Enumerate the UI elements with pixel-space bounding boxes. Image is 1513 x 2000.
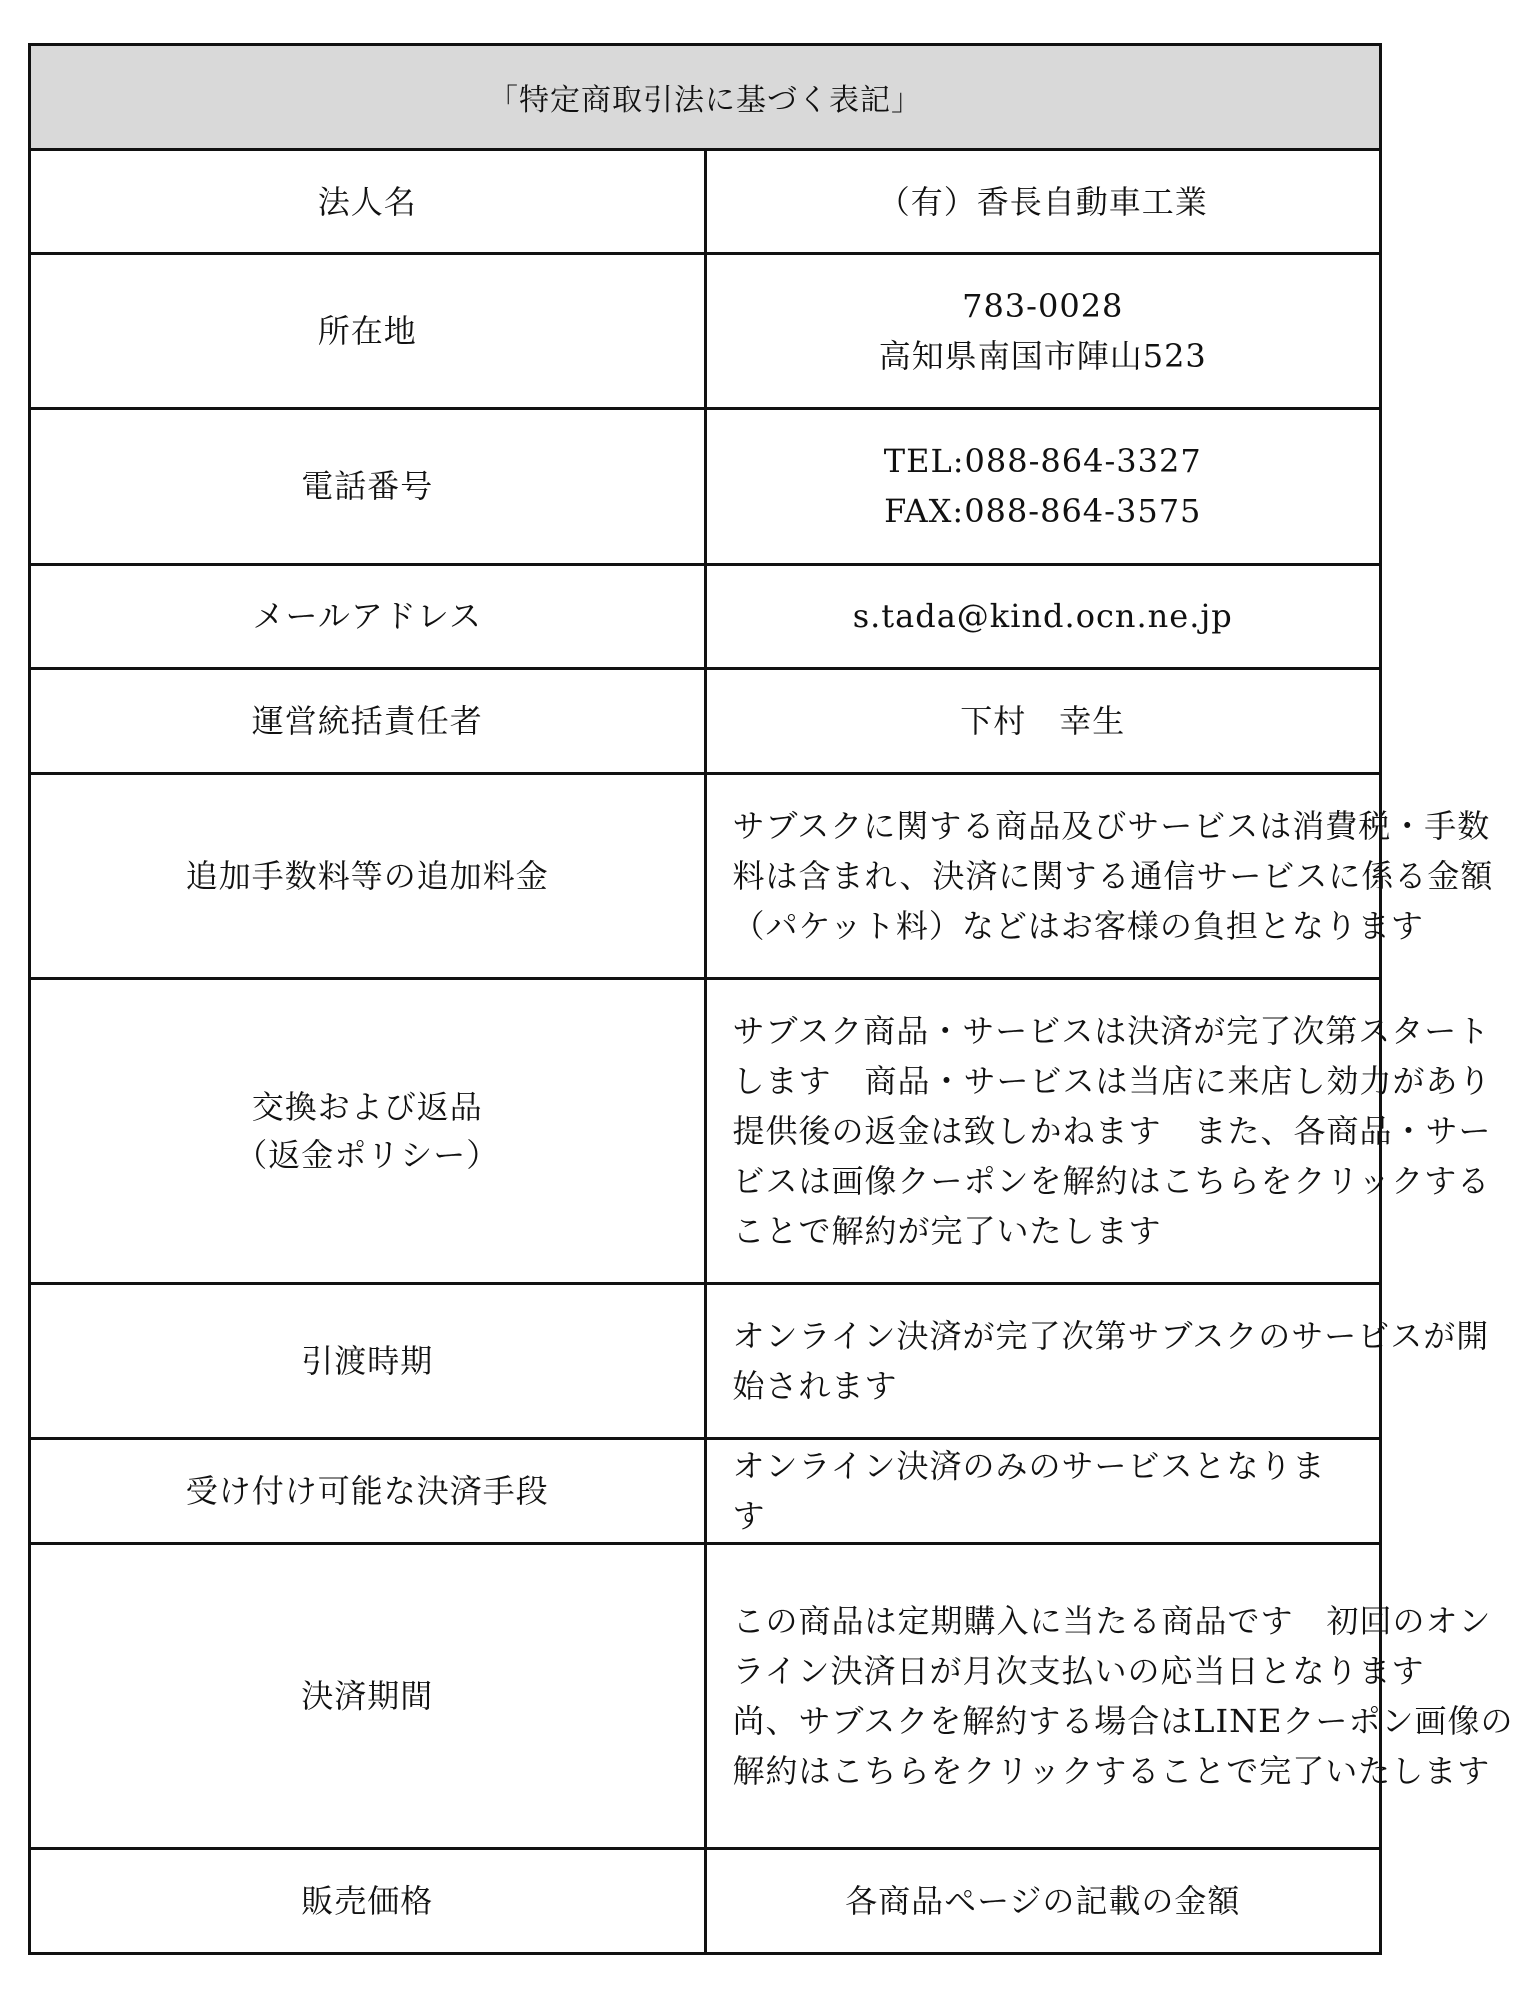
fees-line: （パケット料）などはお客様の負担となります	[732, 907, 1424, 946]
returns-line: します 商品・サービスは当店に来店し効力があり	[732, 1062, 1492, 1101]
legal-notice-table	[28, 43, 1513, 1955]
fees-line: サブスクに関する商品及びサービスは消費税・手数	[732, 807, 1491, 846]
delivery-line: オンライン決済が完了次第サブスクのサービスが開	[732, 1317, 1490, 1356]
email-label: メールアドレス	[30, 564, 706, 669]
address-label: 所在地	[30, 254, 706, 409]
table-row	[30, 773, 1381, 978]
payment-period-line: ライン決済日が月次支払いの応当日となります	[732, 1652, 1425, 1691]
table-title: 「特定商取引法に基づく表記」	[30, 45, 1381, 150]
table-row	[30, 1439, 1381, 1544]
payment-period-value	[705, 1544, 1513, 1849]
delivery-label: 引渡時期	[30, 1284, 706, 1439]
payment-period-line: この商品は定期購入に当たる商品です 初回のオン	[732, 1602, 1492, 1641]
fax-number: FAX:088-864-3575	[884, 492, 1202, 531]
payment-methods-value: オンライン決済のみのサービスとなります	[705, 1439, 1381, 1544]
table-row	[30, 669, 1381, 774]
postal-code: 783-0028	[962, 287, 1124, 326]
email-value: s.tada@kind.ocn.ne.jp	[705, 564, 1381, 669]
address-value	[705, 254, 1381, 409]
company-label: 法人名	[30, 149, 706, 254]
payment-period-line: 尚、サブスクを解約する場合はLINEクーポン画像の	[732, 1702, 1513, 1741]
fees-label: 追加手数料等の追加料金	[30, 773, 706, 978]
delivery-value	[705, 1284, 1490, 1439]
returns-label-line: 交換および返品	[251, 1088, 483, 1127]
table-row	[30, 409, 1381, 564]
table-row	[30, 564, 1381, 669]
table-row	[30, 1544, 1381, 1849]
payment-period-line: 解約はこちらをクリックすることで完了いたします	[732, 1752, 1491, 1791]
company-value: （有）香長自動車工業	[705, 149, 1381, 254]
tel-number: TEL:088-864-3327	[883, 442, 1202, 481]
fees-line: 料は含まれ、決済に関する通信サービスに係る金額	[732, 857, 1494, 896]
price-label: 販売価格	[30, 1849, 706, 1954]
payment-methods-label: 受け付け可能な決済手段	[30, 1439, 706, 1544]
table-row	[30, 149, 1381, 254]
table-row	[30, 979, 1381, 1284]
phone-label: 電話番号	[30, 409, 706, 564]
street-address: 高知県南国市陣山523	[878, 337, 1207, 376]
payment-period-label: 決済期間	[30, 1544, 706, 1849]
returns-line: サブスク商品・サービスは決済が完了次第スタート	[732, 1012, 1491, 1051]
returns-label	[30, 979, 706, 1284]
table-row	[30, 1849, 1381, 1954]
table-row	[30, 1284, 1381, 1439]
manager-value: 下村 幸生	[705, 669, 1381, 774]
returns-line: ことで解約が完了いたします	[732, 1212, 1162, 1251]
price-value: 各商品ページの記載の金額	[705, 1849, 1381, 1954]
manager-label: 運営統括責任者	[30, 669, 706, 774]
returns-value	[705, 979, 1492, 1284]
returns-label-line: （返金ポリシー）	[235, 1136, 500, 1175]
table-row	[30, 254, 1381, 409]
delivery-line: 始されます	[732, 1367, 898, 1406]
phone-value	[705, 409, 1381, 564]
fees-value	[705, 773, 1494, 978]
returns-line: ビスは画像クーポンを解約はこちらをクリックする	[732, 1162, 1491, 1201]
returns-line: 提供後の返金は致しかねます また、各商品・サー	[732, 1112, 1492, 1151]
